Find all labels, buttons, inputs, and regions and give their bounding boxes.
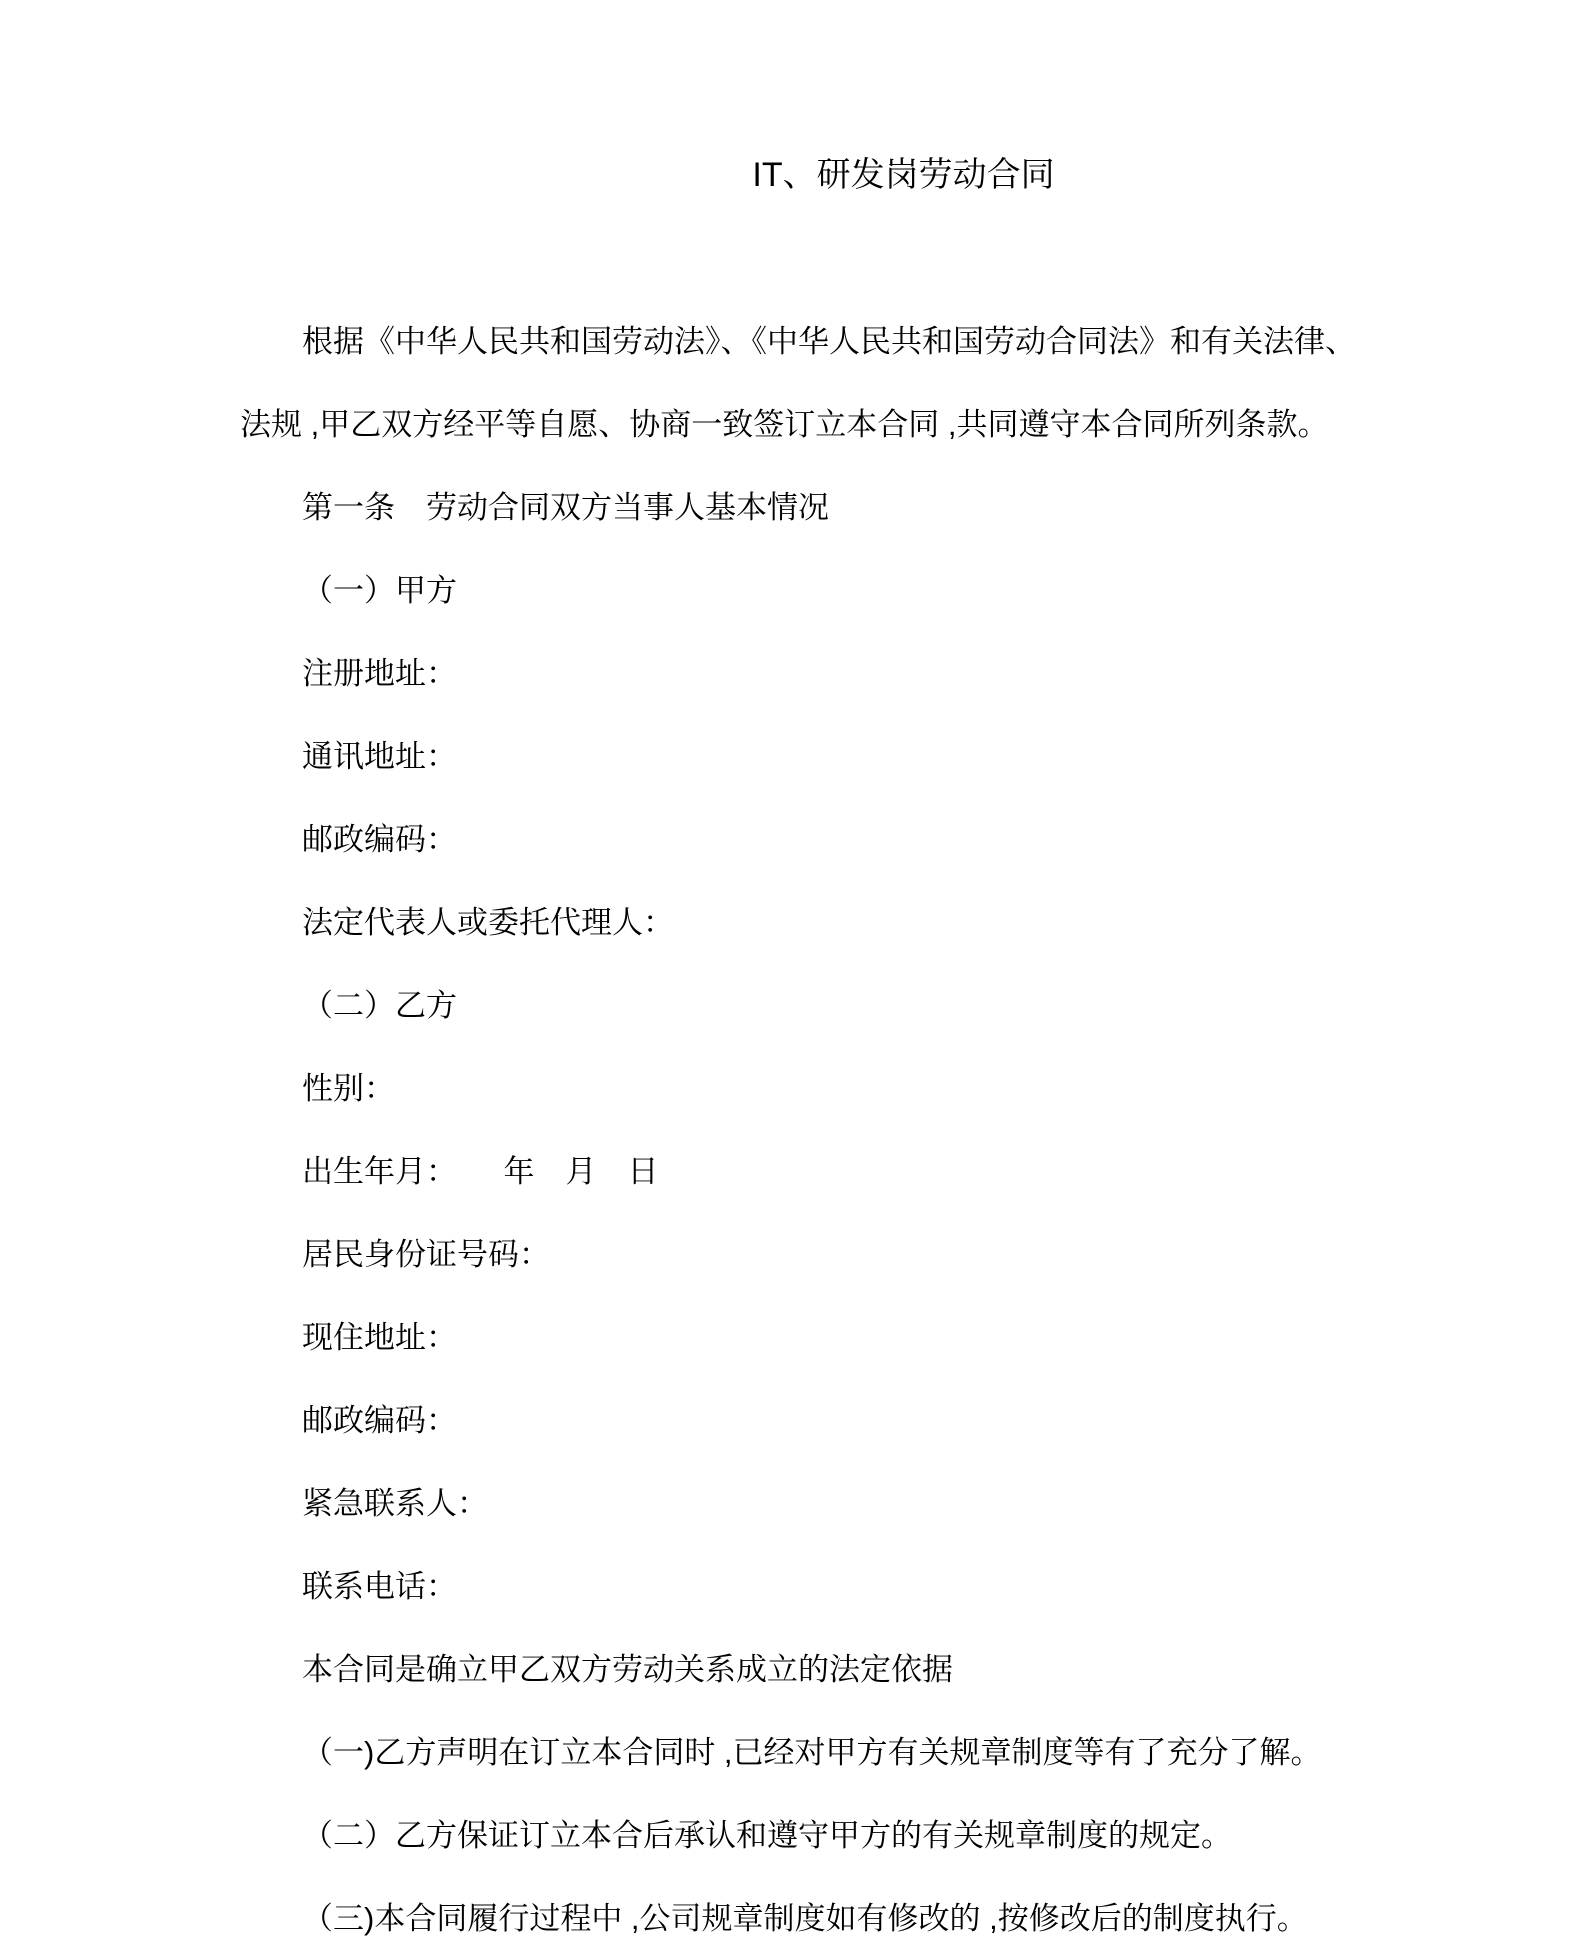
text-line: 现住地址： xyxy=(302,1320,457,1355)
text-line: （一）甲方 xyxy=(302,573,457,608)
text-line: 居民身份证号码： xyxy=(302,1237,550,1272)
text-line: （二）乙方 xyxy=(302,988,457,1023)
text-line: （三)本合同履行过程中 ,公司规章制度如有修改的 ,按修改后的制度执行。 xyxy=(302,1901,1308,1936)
text-line: 出生年月： 年 月 日 xyxy=(302,1154,659,1189)
text-line: 第一条 劳动合同双方当事人基本情况 xyxy=(302,490,829,525)
text-line: 紧急联系人： xyxy=(302,1486,488,1521)
text-line: （一)乙方声明在订立本合同时 ,已经对甲方有关规章制度等有了充分了解。 xyxy=(302,1735,1322,1770)
text-line: 本合同是确立甲乙双方劳动关系成立的法定依据 xyxy=(302,1652,953,1687)
text-line: 法规 ,甲乙双方经平等自愿、协商一致签订立本合同 ,共同遵守本合同所列条款。 xyxy=(240,407,1329,442)
text-line: 法定代表人或委托代理人： xyxy=(302,905,674,940)
document-title: IT、研发岗劳动合同 xyxy=(752,156,1055,194)
text-line: 邮政编码： xyxy=(302,822,457,857)
text-line: 通讯地址： xyxy=(302,739,457,774)
text-line: 邮政编码： xyxy=(302,1403,457,1438)
text-line: 注册地址： xyxy=(302,656,457,691)
text-line: 联系电话： xyxy=(302,1569,457,1604)
text-line: 性别： xyxy=(302,1071,395,1106)
document-body xyxy=(240,300,1437,1945)
text-line: 根据《中华人民共和国劳动法》、《中华人民共和国劳动合同法》和有关法律、 xyxy=(302,324,1356,359)
text-line: （二）乙方保证订立本合后承认和遵守甲方的有关规章制度的规定。 xyxy=(302,1818,1232,1853)
